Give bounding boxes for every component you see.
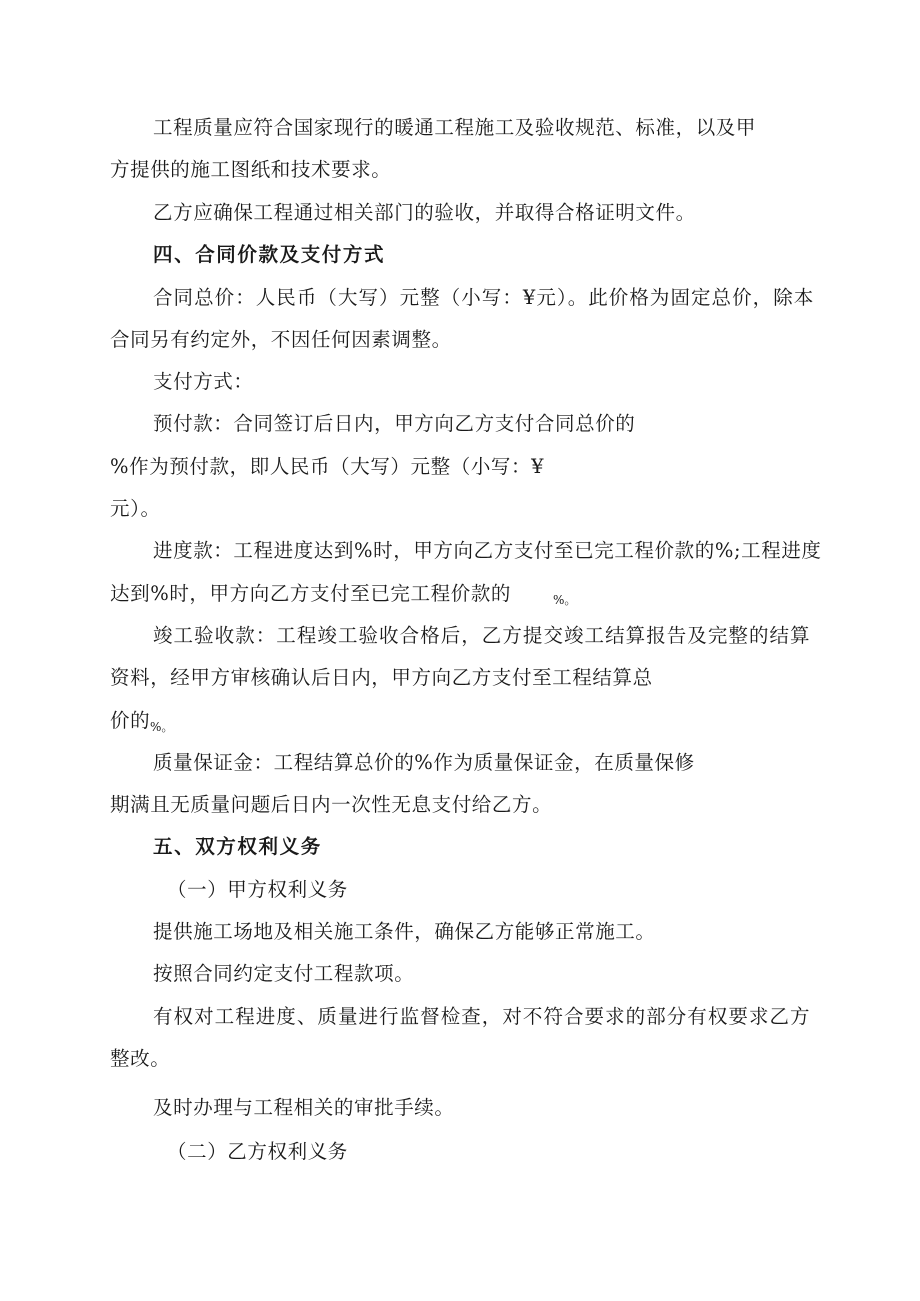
paragraph-line: 竣工验收款：工程竣工验收合格后，乙方提交竣工结算报告及完整的结算	[153, 624, 811, 647]
paragraph-line: 元）。	[110, 497, 161, 520]
paragraph-line: 资料，经甲方审核确认后日内，甲方向乙方支付至工程结算总	[110, 666, 653, 689]
paragraph-line: 价的	[110, 709, 151, 732]
subsection-heading: （二）乙方权利义务	[167, 1140, 348, 1163]
paragraph-line: 支付方式：	[153, 370, 254, 393]
paragraph-line: 进度款：工程进度达到%时，甲方向乙方支付至已完工程价款的%;工程进度	[153, 539, 822, 562]
paragraph-line: 提供施工场地及相关施工条件，确保乙方能够正常施工。	[153, 920, 656, 943]
paragraph-line: 按照合同约定支付工程款项。	[153, 962, 415, 985]
paragraph-line: 合同另有约定外，不因任何因素调整。	[110, 328, 452, 351]
paragraph-line: 方提供的施工图纸和技术要求。	[110, 158, 392, 181]
paragraph-line: 有权对工程进度、质量进行监督检查，对不符合要求的部分有权要求乙方	[153, 1005, 811, 1028]
section-heading: 四、合同价款及支付方式	[153, 243, 386, 266]
paragraph-line: 期满且无质量问题后日内一次性无息支付给乙方。	[110, 793, 553, 816]
paragraph-line: %作为预付款，即人民币（大写）元整（小写：¥	[110, 455, 545, 478]
paragraph-line: 整改。	[110, 1047, 171, 1070]
paragraph-line: 工程质量应符合国家现行的暖通工程施工及验收规范、标准，以及甲	[153, 116, 757, 139]
paragraph-line: 及时办理与工程相关的审批手续。	[153, 1096, 455, 1119]
paragraph-line: 乙方应确保工程通过相关部门的验收，并取得合格证明文件。	[153, 201, 696, 224]
paragraph-line: 质量保证金：工程结算总价的%作为质量保证金，在质量保修	[153, 751, 695, 774]
percent-sign: %。	[150, 720, 174, 734]
paragraph-line: 合同总价：人民币（大写）元整（小写：¥元）。此价格为固定总价，除本	[153, 286, 815, 309]
subsection-heading: （一）甲方权利义务	[167, 878, 348, 901]
section-heading: 五、双方权利义务	[153, 835, 322, 858]
paragraph-line: 预付款：合同签订后日内，甲方向乙方支付合同总价的	[153, 412, 636, 435]
paragraph-line: 达到%时，甲方向乙方支付至已完工程价款的	[110, 582, 512, 605]
percent-sign: %。	[553, 593, 577, 607]
